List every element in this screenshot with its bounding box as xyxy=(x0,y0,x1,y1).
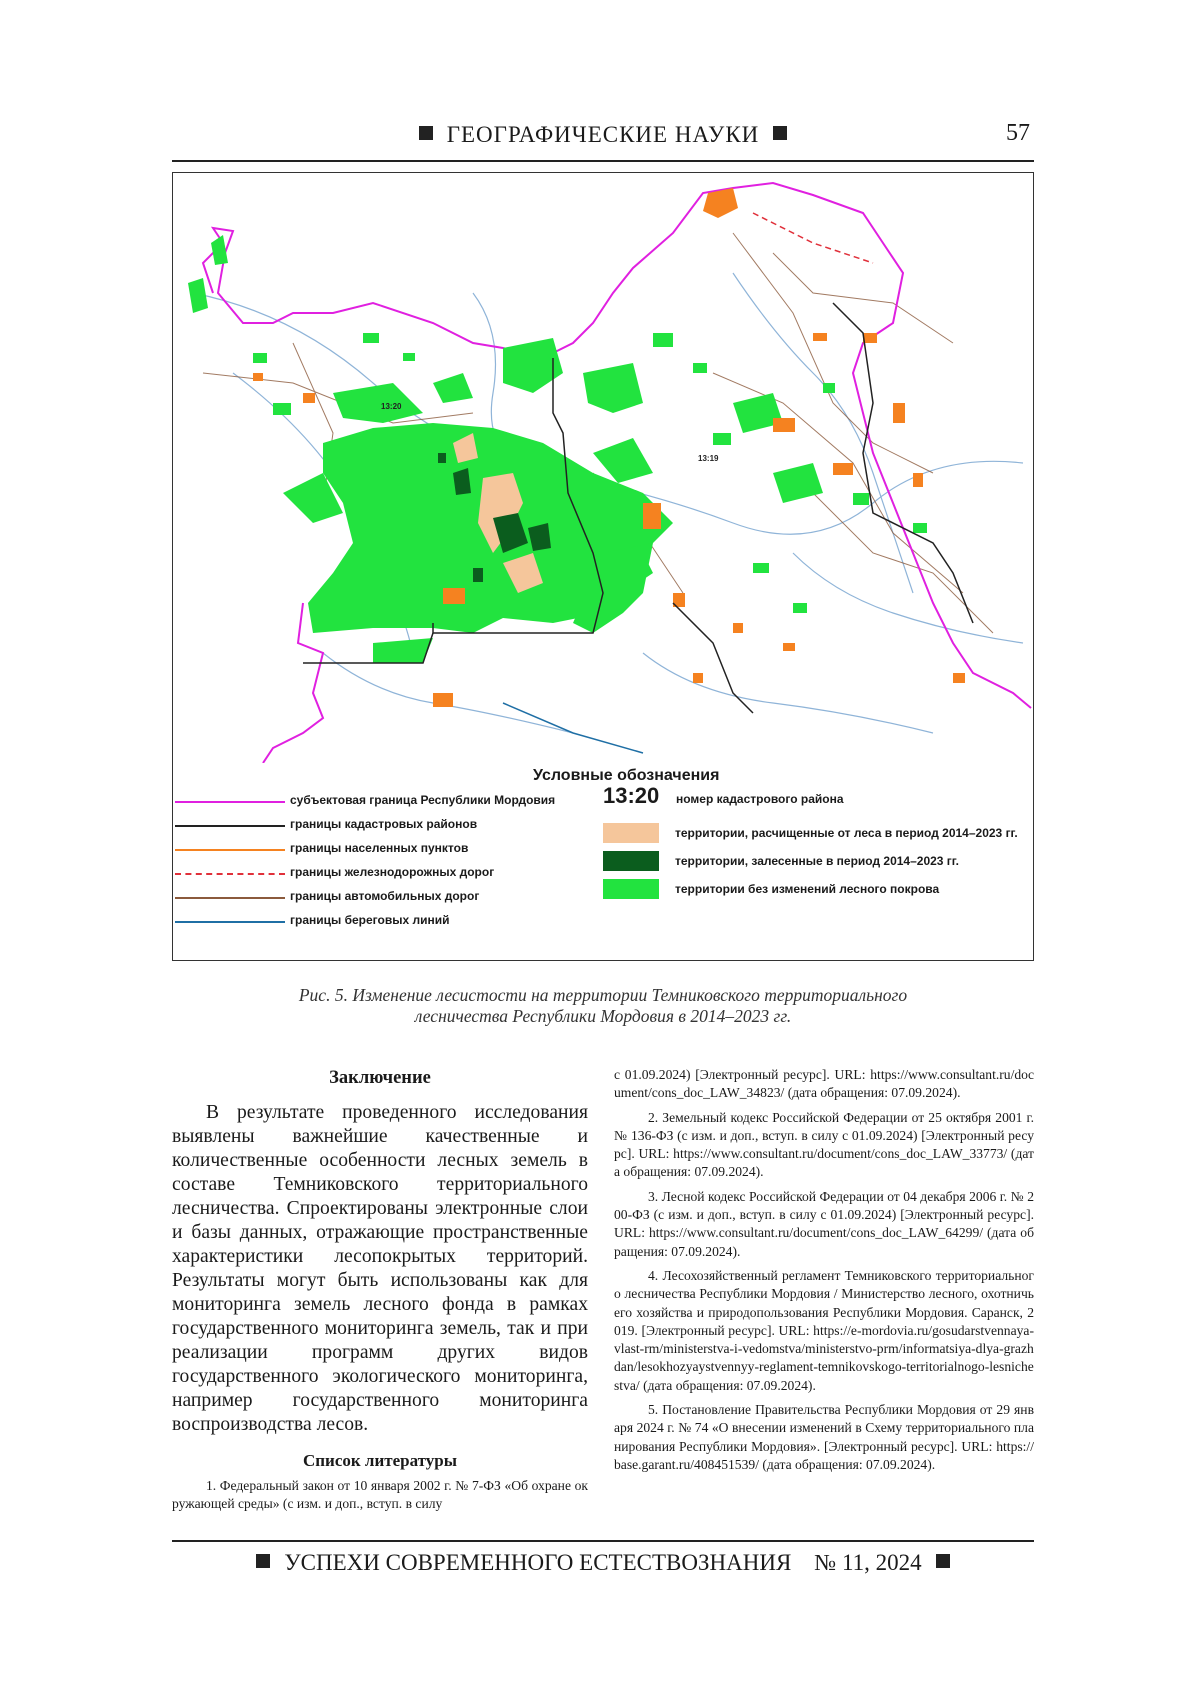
references-title: Список литературы xyxy=(172,1451,588,1471)
running-footer xyxy=(172,1540,1034,1576)
figure-caption: Рис. 5. Изменение лесистости на территории Темниковского территориального лесничества Республики Мордовия в 2014–2023 гг. xyxy=(172,985,1034,1027)
legend-label-settlement-border: границы населенных пунктов xyxy=(290,841,468,855)
left-column xyxy=(172,1068,588,1520)
reference-1-start: 1. Федеральный закон от 10 января 2002 г. № 7-ФЗ «Об охране окружающей среды» (с изм. и доп., вступ. в силу xyxy=(172,1477,588,1514)
figure-5 xyxy=(172,172,1034,961)
legend-line-shoreline xyxy=(175,921,285,923)
legend-swatch-afforested xyxy=(603,851,659,871)
legend-cadastral-code: 13:20 xyxy=(603,783,659,809)
conclusion-text: В результате проведенного исследования выявлены важнейшие качественные и количественные особенности лесных земель в составе Темниковского территориального лесничества. Спроектированы электронные слои и базы данных, отражающие пространственные характеристики лесопокрытых территорий. Результаты могут быть использованы как для мониторинга земель лесного фонда в рамках государственного мониторинга земель, так и при реализации программ других видов государственного экологического мониторинга, например государственного мониторинга воспроизводства лесов. xyxy=(172,1101,588,1437)
shoreline xyxy=(503,703,643,753)
legend-label-cadastral-border: границы кадастровых районов xyxy=(290,817,477,831)
legend-line-cadastral-border xyxy=(175,825,285,827)
square-bullet-icon xyxy=(936,1554,950,1568)
legend-label-cleared: территории, расчищенные от леса в период 2014–2023 гг. xyxy=(675,826,1018,840)
legend-swatch-forest-unchanged xyxy=(603,879,659,899)
legend-label-road: границы автомобильных дорог xyxy=(290,889,479,903)
right-column xyxy=(614,1066,1034,1480)
conclusion-title: Заключение xyxy=(172,1068,588,1089)
legend-line-republic-border xyxy=(175,801,285,803)
page-number: 57 xyxy=(1006,120,1030,147)
journal-issue: № 11, 2024 xyxy=(814,1550,921,1575)
legend-line-railway xyxy=(175,873,285,875)
square-bullet-icon xyxy=(773,126,787,140)
section-title: ГЕОГРАФИЧЕСКИЕ НАУКИ xyxy=(172,122,1034,148)
forest-unchanged xyxy=(188,235,823,663)
district-label-13-20: 13:20 xyxy=(381,402,402,411)
legend-label-forest-unchanged: территории без изменений лесного покрова xyxy=(675,882,939,896)
square-bullet-icon xyxy=(256,1554,270,1568)
square-bullet-icon xyxy=(419,126,433,140)
railway-line xyxy=(753,213,873,263)
legend-title: Условные обозначения xyxy=(533,767,719,785)
district-label-13-19: 13:19 xyxy=(698,454,719,463)
reference-4: 4. Лесохозяйственный регламент Темниковского территориального лесничества Республики Мордовия / Министерство лесного, охотничьего хозяйства и природопользования Республики Мордовия. Саранск, 2019. [Электронный ресурс]. URL: https://e-mordovia.ru/gosudarstvennaya-vlast-rm/ministerstva-i-vedomstva/ministerstvo-prm/informatsiya-dlya-grazhdan/lesokhozyaystvennyy-reglament-temnikovskogo-territorialnogo-lesnichestva/ (дата обращения: 07.09.2024). xyxy=(614,1267,1034,1395)
running-header xyxy=(172,120,1034,162)
legend-swatch-cleared xyxy=(603,823,659,843)
legend-label-republic-border: субъектовая граница Республики Мордовия xyxy=(290,793,555,807)
reference-3: 3. Лесной кодекс Российской Федерации от 04 декабря 2006 г. № 200-ФЗ (с изм. и доп., вступ. в силу с 01.09.2024) [Электронный ресурс]. URL: https://www.consultant.ru/document/cons_doc_LAW_64299/ (дата обращения: 07.09.2024). xyxy=(614,1188,1034,1261)
reference-5: 5. Постановление Правительства Республики Мордовия от 29 января 2024 г. № 74 «О внесении изменений в Схему территориального планирования Республики Мордовия». [Электронный ресурс]. URL: https://base.garant.ru/408451539/ (дата обращения: 07.09.2024). xyxy=(614,1401,1034,1474)
legend-line-settlement-border xyxy=(175,849,285,851)
journal-name: УСПЕХИ СОВРЕМЕННОГО ЕСТЕСТВОЗНАНИЯ xyxy=(284,1550,791,1575)
map-legend xyxy=(173,765,1032,959)
legend-label-railway: границы железнодорожных дорог xyxy=(290,865,494,879)
legend-label-shoreline: границы береговых линий xyxy=(290,913,449,927)
reference-1-continued: с 01.09.2024) [Электронный ресурс]. URL: https://www.consultant.ru/document/cons_doc_LAW_34823/ (дата обращения: 07.09.2024). xyxy=(614,1066,1034,1103)
legend-cadastral-code-label: номер кадастрового района xyxy=(676,792,844,806)
forest-change-map xyxy=(173,173,1032,763)
reference-2: 2. Земельный кодекс Российской Федерации от 25 октября 2001 г. № 136-ФЗ (с изм. и доп., вступ. в силу с 01.09.2024) [Электронный ресурс]. URL: https://www.consultant.ru/document/cons_doc_LAW_33773/ (дата обращения: 07.09.2024). xyxy=(614,1109,1034,1182)
legend-line-road xyxy=(175,897,285,899)
legend-label-afforested: территории, залесенные в период 2014–2023 гг. xyxy=(675,854,959,868)
